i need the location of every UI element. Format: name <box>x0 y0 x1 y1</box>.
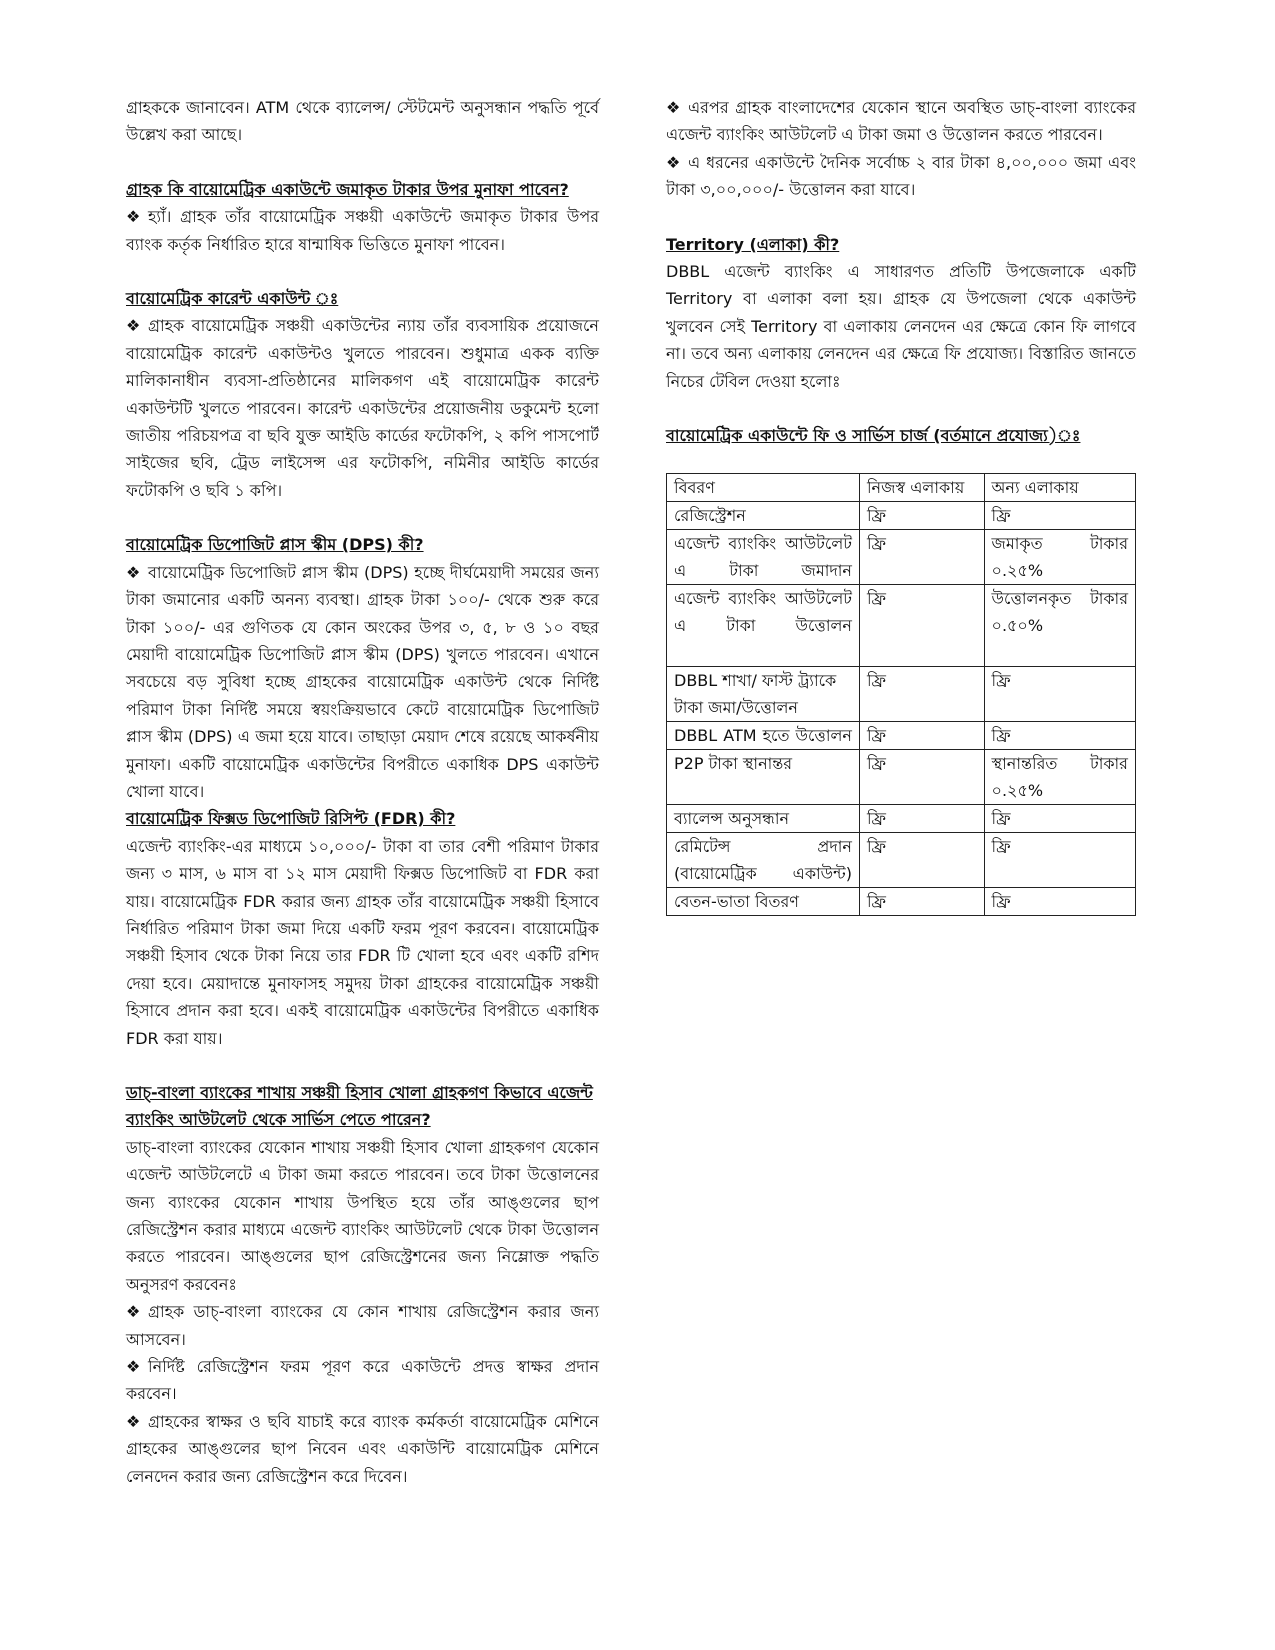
table-row <box>667 750 1136 805</box>
table-cell: জমাকৃত টাকার ০.২৫% <box>984 530 1135 585</box>
diamond-bullet-icon: ❖ <box>126 316 141 336</box>
table-header-cell: বিবরণ <box>667 474 860 502</box>
diamond-bullet-icon: ❖ <box>126 207 141 227</box>
diamond-bullet-icon: ❖ <box>126 1357 141 1377</box>
table-cell: এজেন্ট ব্যাংকিং আউটলেট এ টাকা জমাদান <box>667 530 860 585</box>
table-cell: ফ্রি <box>984 833 1135 888</box>
table-row <box>667 585 1136 667</box>
dps-heading: বায়োমেট্রিক ডিপোজিট প্লাস স্কীম (DPS) কী? <box>126 535 424 555</box>
fdr-heading: বায়োমেট্রিক ফিক্সড ডিপোজিট রিসিপ্ট (FDR) কী? <box>126 809 456 829</box>
current-account-heading: বায়োমেট্রিক কারেন্ট একাউন্ট ঃ <box>126 289 339 309</box>
fdr-paragraph: এজেন্ট ব্যাংকিং-এর মাধ্যমে ১০,০০০/- টাকা বা তার বেশী পরিমাণ টাকার জন্য ৩ মাস, ৬ মাস বা ১২ মাস মেয়াদী ফিক্সড ডিপোজিট বা FDR করা যায়। বায়োমেট্রিক FDR করার জন্য গ্রাহক তাঁর বায়োমেট্রিক সঞ্চয়ী হিসাবে নির্ধারিত পরিমাণ টাকা জমা দিয়ে একটি ফরম পূরণ করবেন। বায়োমেট্রিক সঞ্চয়ী হিসাব থেকে টাকা নিয়ে তার FDR টি খোলা হবে এবং একটি রশিদ দেয়া হবে। মেয়াদান্তে মুনাফাসহ সমুদয় টাকা গ্রাহকের বায়োমেট্রিক সঞ্চয়ী হিসাবে প্রদান করা হবে। একই বায়োমেট্রিক একাউন্টের বিপরীতে একাধিক FDR করা যায়। <box>126 836 599 1048</box>
profit-paragraph: ❖ হ্যাঁ। গ্রাহক তাঁর বায়োমেট্রিক সঞ্চয়ী একাউন্টে জমাকৃত টাকার উপর ব্যাংক কর্তৃক নির্ধারিত হারে ষান্মাষিক ভিত্তিতে মুনাফা পাবেন। <box>126 203 599 258</box>
table-header-row <box>667 474 1136 502</box>
branch-heading: ডাচ্-বাংলা ব্যাংকের শাখায় সঞ্চয়ী হিসাব খোলা গ্রাহকগণ কিভাবে এজেন্ট ব্যাংকিং আউটলেট থেকে সার্ভিস পেতে পারেন? <box>126 1083 593 1130</box>
table-cell: ফ্রি <box>984 805 1135 833</box>
dps-paragraph: ❖ বায়োমেট্রিক ডিপোজিট প্লাস স্কীম (DPS) হচ্ছে দীর্ঘমেয়াদী সময়ের জন্য টাকা জমানোর একটি অনন্য ব্যবস্থা। গ্রাহক টাকা ১০০/- থেকে শুরু করে টাকা ১০০/- এর গুণিতক যে কোন অংকের উপর ৩, ৫, ৮ ও ১০ বছর মেয়াদী বায়োমেট্রিক ডিপোজিট প্লাস স্কীম (DPS) খুলতে পারবেন। এখানে সবচেয়ে বড় সুবিধা হচ্ছে গ্রাহকের বায়োমেট্রিক একাউন্ট থেকে নির্দিষ্ট পরিমাণ টাকা নির্দিষ্ট সময়ে স্বয়ংক্রিয়ভাবে কেটে বায়োমেট্রিক ডিপোজিট প্লাস স্কীম (DPS) এ জমা হয়ে যাবে। তাছাড়া মেয়াদ শেষে রয়েছে আকর্ষনীয় মুনাফা। একটি বায়োমেট্রিক একাউন্টের বিপরীতে একাধিক DPS একাউন্ট খোলা যাবে। <box>126 559 599 806</box>
territory-paragraph: DBBL এজেন্ট ব্যাংকিং এ সাধারণত প্রতিটি উপজেলাকে একটি Territory বা এলাকা বলা হয়। গ্রাহক যে উপজেলা থেকে একাউন্ট খুলবেন সেই Territory বা এলাকায় লেনদেন এর ক্ষেত্রে কোন ফি লাগবে না। তবে অন্য এলাকায় লেনদেন এর ক্ষেত্রে ফি প্রযোজ্য। বিস্তারিত জানতে নিচের টেবিল দেওয়া হলোঃ <box>666 262 1136 391</box>
table-cell: ফ্রি <box>859 667 984 722</box>
diamond-bullet-icon: ❖ <box>126 562 141 582</box>
table-cell: P2P টাকা স্থানান্তর <box>667 750 860 805</box>
table-cell: ব্যালেন্স অনুসন্ধান <box>667 805 860 833</box>
table-cell: ফ্রি <box>859 750 984 805</box>
table-cell: ফ্রি <box>984 888 1135 916</box>
table-cell: রেজিস্ট্রেশন <box>667 502 860 530</box>
table-cell: স্থানান্তরিত টাকার ০.২৫% <box>984 750 1135 805</box>
territory-heading: Territory (এলাকা) কী? <box>666 234 840 254</box>
branch-bullet: ❖ গ্রাহকের স্বাক্ষর ও ছবি যাচাই করে ব্যাংক কর্মকর্তা বায়োমেট্রিক মেশিনে গ্রাহকের আঙ্গুলের ছাপ নিবেন এবং একাউন্টি বায়োমেট্রিক মেশিনে লেনদেন করার জন্য রেজিস্ট্রেশন করে দিবেন। <box>126 1408 599 1490</box>
current-account-paragraph: ❖ গ্রাহক বায়োমেট্রিক সঞ্চয়ী একাউন্টের ন্যায় তাঁর ব্যবসায়িক প্রয়োজনে বায়োমেট্রিক কারেন্ট একাউন্টও খুলতে পারবেন। শুধুমাত্র একক ব্যক্তি মালিকানাধীন ব্যবসা-প্রতিষ্ঠানের মালিকগণ এই বায়োমেট্রিক কারেন্ট একাউন্টটি খুলতে পারবেন। কারেন্ট একাউন্টের প্রয়োজনীয় ডকুমেন্ট হলো জাতীয় পরিচয়পত্র বা ছবি যুক্ত আইডি কার্ডের ফটোকপি, ২ কপি পাসপোর্ট সাইজের ছবি, ট্রেড লাইসেন্স এর ফটোকপি, নমিনীর আইডি কার্ডের ফটোকপি ও ছবি ১ কপি। <box>126 312 599 504</box>
branch-bullet: ❖ নির্দিষ্ট রেজিস্ট্রেশন ফরম পূরণ করে একাউন্টে প্রদত্ত স্বাক্ষর প্রদান করবেন। <box>126 1353 599 1408</box>
table-header-cell: নিজস্ব এলাকায় <box>859 474 984 502</box>
branch-paragraph: ডাচ্-বাংলা ব্যাংকের যেকোন শাখায় সঞ্চয়ী হিসাব খোলা গ্রাহকগণ যেকোন এজেন্ট আউটলেটে এ টাকা জমা করতে পারবেন। তবে টাকা উত্তোলনের জন্য ব্যাংকের যেকোন শাখায় উপস্থিত হয়ে তাঁর আঙ্গুলের ছাপ রেজিস্ট্রেশন করার মাধ্যমে এজেন্ট ব্যাংকিং আউটলেট থেকে টাকা উত্তোলন করতে পারবেন। আঙ্গুলের ছাপ রেজিস্ট্রেশনের জন্য নিম্লোক্ত পদ্ধতি অনুসরণ করবেনঃ <box>126 1137 599 1294</box>
table-header-cell: অন্য এলাকায় <box>984 474 1135 502</box>
table-cell: উত্তোলনকৃত টাকার ০.৫০% <box>984 585 1135 667</box>
right-column <box>666 94 1136 916</box>
profit-heading: গ্রাহক কি বায়োমেট্রিক একাউন্টে জমাকৃত টাকার উপর মুনাফা পাবেন? <box>126 179 569 199</box>
diamond-bullet-icon: ❖ <box>126 1302 141 1322</box>
table-row <box>667 888 1136 916</box>
table-cell: ফ্রি <box>984 502 1135 530</box>
diamond-bullet-icon: ❖ <box>126 1411 141 1431</box>
left-column <box>126 94 599 1490</box>
table-cell: বেতন-ভাতা বিতরণ <box>667 888 860 916</box>
right-bullet: ❖ এরপর গ্রাহক বাংলাদেশের যেকোন স্থানে অবস্থিত ডাচ্-বাংলা ব্যাংকের এজেন্ট ব্যাংকিং আউটলেট এ টাকা জমা ও উত্তোলন করতে পারবেন। <box>666 94 1136 149</box>
table-cell: ফ্রি <box>859 530 984 585</box>
table-cell: ফ্রি <box>859 888 984 916</box>
table-cell: ফ্রি <box>859 585 984 667</box>
table-cell: DBBL ATM হতে উত্তোলন <box>667 722 860 750</box>
table-cell: ফ্রি <box>859 722 984 750</box>
fee-table <box>666 473 1136 916</box>
table-cell: ফ্রি <box>859 502 984 530</box>
table-cell: ফ্রি <box>984 667 1135 722</box>
table-row <box>667 502 1136 530</box>
intro-paragraph: গ্রাহককে জানাবেন। ATM থেকে ব্যালেন্স/ স্টেটমেন্ট অনুসন্ধান পদ্ধতি পূর্বে উল্লেখ করা আছে। <box>126 98 599 145</box>
table-cell: ফ্রি <box>859 805 984 833</box>
table-cell: DBBL শাখা/ ফাস্ট ট্র্যাকে টাকা জমা/উত্তোলন <box>667 667 860 722</box>
diamond-bullet-icon: ❖ <box>666 98 681 117</box>
table-row <box>667 722 1136 750</box>
table-cell: রেমিটেন্স প্রদান (বায়োমেট্রিক একাউন্ট) <box>667 833 860 888</box>
table-cell: ফ্রি <box>859 833 984 888</box>
table-row <box>667 805 1136 833</box>
diamond-bullet-icon: ❖ <box>666 152 681 172</box>
table-cell: এজেন্ট ব্যাংকিং আউটলেট এ টাকা উত্তোলন <box>667 585 860 667</box>
fee-heading: বায়োমেট্রিক একাউন্টে ফি ও সার্ভিস চার্জ (বর্তমানে প্রযোজ্য)ঃ <box>666 426 1081 446</box>
table-row <box>667 530 1136 585</box>
right-bullet: ❖ এ ধরনের একাউন্টে দৈনিক সর্বোচ্চ ২ বার টাকা ৪,০০,০০০ জমা এবং টাকা ৩,০০,০০০/- উত্তোলন করা যাবে। <box>666 149 1136 204</box>
table-cell: ফ্রি <box>984 722 1135 750</box>
table-row <box>667 667 1136 722</box>
branch-bullet: ❖ গ্রাহক ডাচ্-বাংলা ব্যাংকের যে কোন শাখায় রেজিস্ট্রেশন করার জন্য আসবেন। <box>126 1298 599 1353</box>
table-row <box>667 833 1136 888</box>
